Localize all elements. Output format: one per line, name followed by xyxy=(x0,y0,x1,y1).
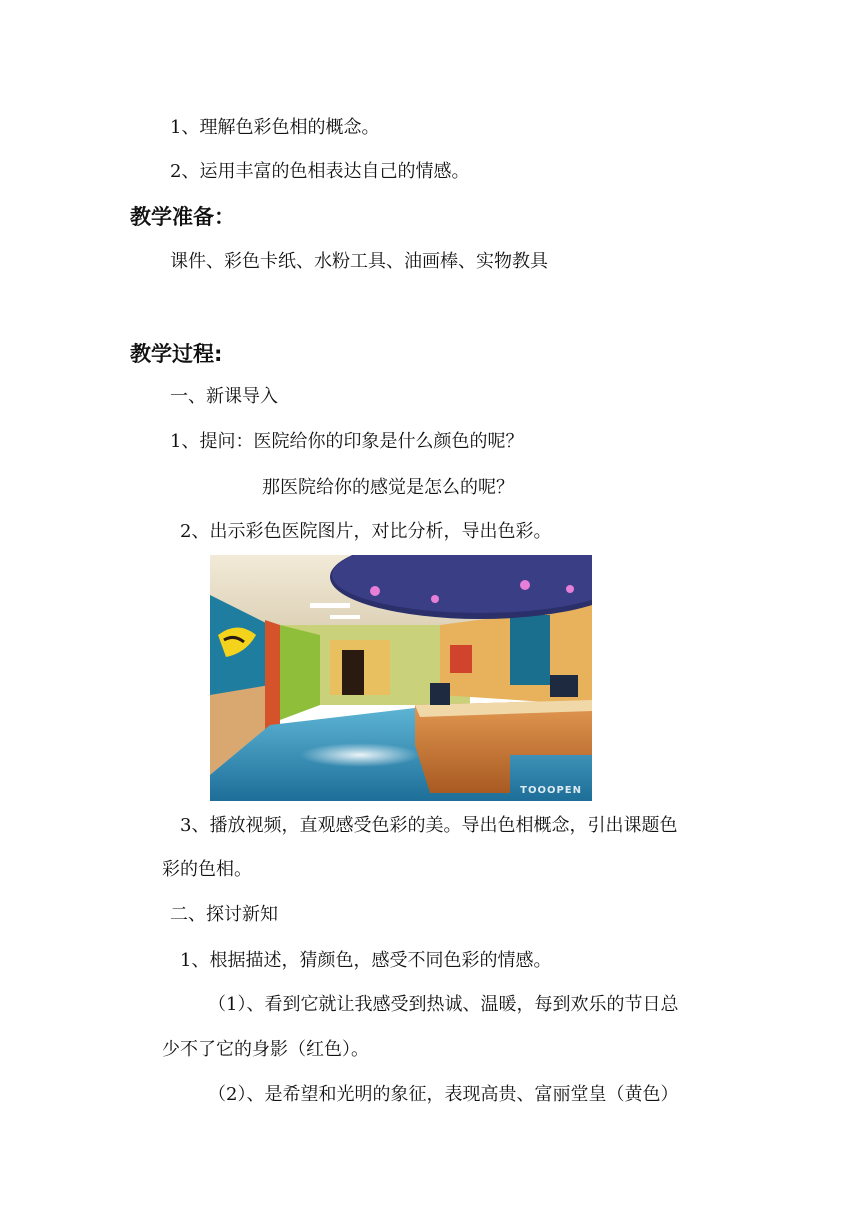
preparation-text: 课件、彩色卡纸、水粉工具、油画棒、实物教具 xyxy=(170,251,548,272)
objective-1: 1、理解色彩色相的概念。 xyxy=(170,117,380,138)
question-1-followup: 那医院给你的感觉是怎么的呢？ xyxy=(262,477,514,498)
objective-2: 2、运用丰富的色相表达自己的情感。 xyxy=(170,161,470,182)
preparation-heading: 教学准备： xyxy=(130,205,235,229)
process-heading: 教学过程: xyxy=(130,342,223,366)
question-3-line1: 3、播放视频，直观感受色彩的美。导出色相概念，引出课题色 xyxy=(180,815,678,836)
photo-watermark: TOOOPEN xyxy=(520,785,582,796)
knowledge-1a-line2: 少不了它的身影（红色）。 xyxy=(162,1039,369,1060)
section-explore: 二、探讨新知 xyxy=(170,904,278,925)
knowledge-1a-line1: （1）、看到它就让我感受到热诚、温暖，每到欢乐的节日总 xyxy=(208,994,679,1015)
knowledge-1: 1、根据描述，猜颜色，感受不同色彩的情感。 xyxy=(180,950,552,971)
question-1: 1、提问：医院给你的印象是什么颜色的呢？ xyxy=(170,431,524,452)
hospital-photo xyxy=(210,555,592,801)
question-2: 2、出示彩色医院图片，对比分析，导出色彩。 xyxy=(180,521,552,542)
question-3-line2: 彩的色相。 xyxy=(162,859,252,880)
knowledge-1b: （2）、是希望和光明的象征，表现高贵、富丽堂皇（黄色） xyxy=(208,1084,679,1105)
section-new-lesson: 一、新课导入 xyxy=(170,386,278,407)
